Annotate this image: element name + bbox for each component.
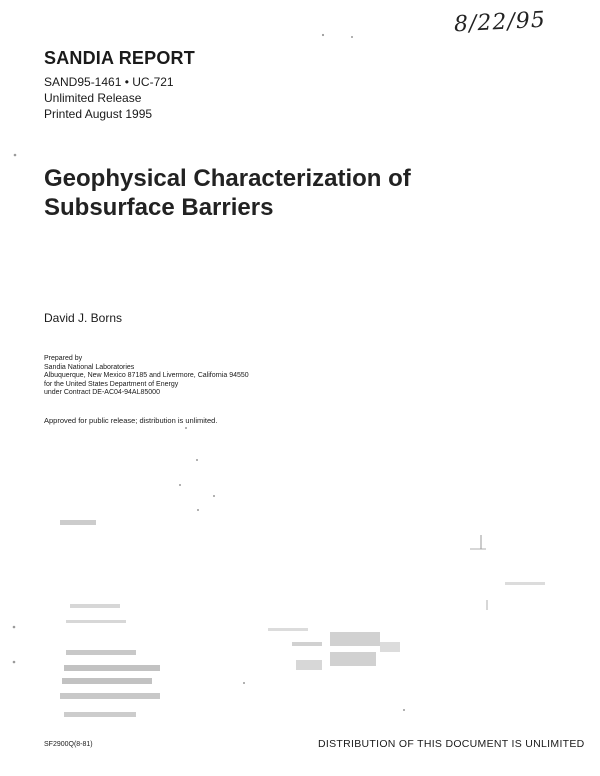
prepared-by-line: under Contract DE-AC04-94AL85000 <box>44 389 160 396</box>
prepared-by-line: Prepared by <box>44 355 83 362</box>
distribution-notice: DISTRIBUTION OF THIS DOCUMENT IS UNLIMITED <box>318 738 585 750</box>
prepared-by-line: Albuquerque, New Mexico 87185 and Livermore, California 94550 <box>44 372 249 379</box>
prepared-by-line: for the United States Department of Energy <box>44 380 179 388</box>
form-number: SF2900Q(8-81) <box>44 741 93 748</box>
author-name: David J. Borns <box>44 311 123 325</box>
report-number: SAND95-1461 • UC-721 <box>44 75 174 89</box>
prepared-by-line: Sandia National Laboratories <box>44 363 135 371</box>
approval-statement: Approved for public release; distribution is unlimited. <box>44 416 218 425</box>
release-status: Unlimited Release <box>44 91 142 105</box>
print-date: Printed August 1995 <box>44 107 153 121</box>
title-line-1: Geophysical Characterization of <box>44 165 411 192</box>
title-line-2: Subsurface Barriers <box>44 194 274 221</box>
report-type-label: SANDIA REPORT <box>44 48 195 68</box>
handwritten-date: 8/22/95 <box>453 7 547 38</box>
